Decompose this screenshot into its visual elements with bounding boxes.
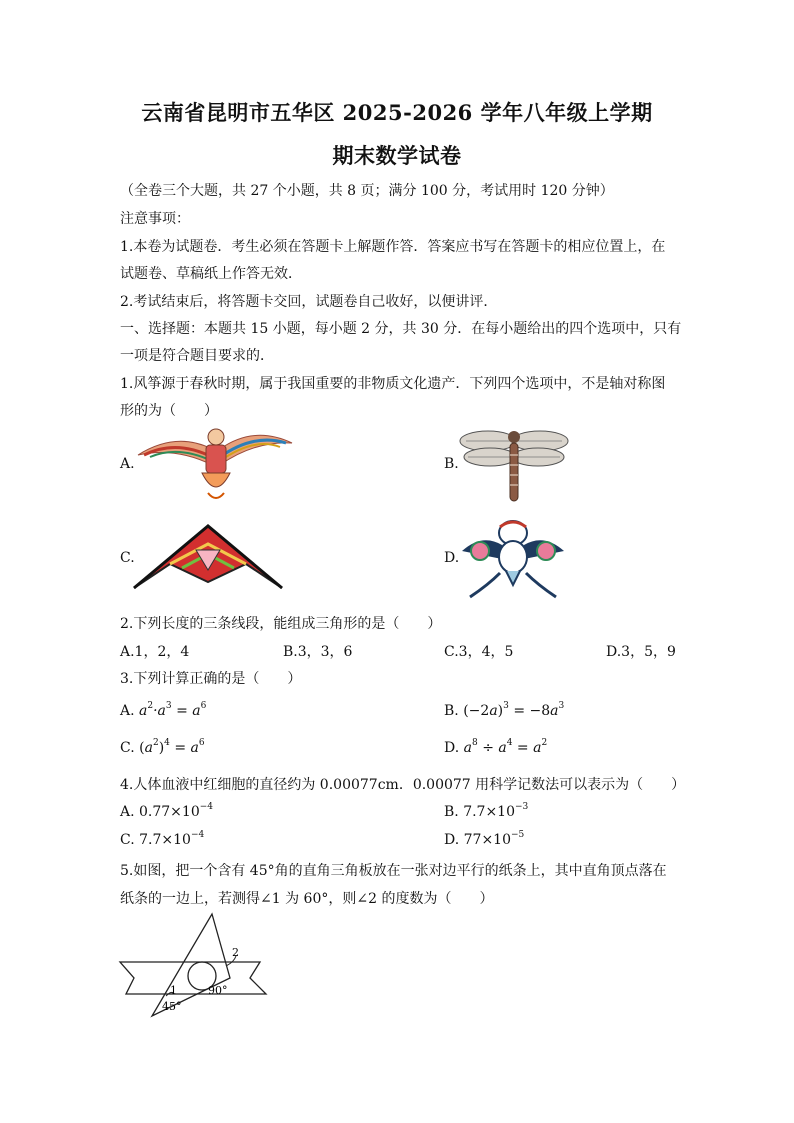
kite-dragonfly-image: [458, 425, 570, 503]
q2-option-a: A.1，2，4: [120, 644, 190, 660]
q4-option-b-exponent: −3: [515, 802, 529, 812]
section-1-line-b: 一项是符合题目要求的．: [120, 348, 274, 364]
q5-stem-b: 纸条的一边上，若测得∠1 为 60°，则∠2 的度数为（ ）: [120, 891, 494, 907]
kite-bird-figure-image: [136, 425, 294, 503]
q2-option-c: C.3，4，5: [444, 644, 514, 660]
q3-option-a-expression: $a^2\cdot a^3 = a^6$: [139, 701, 207, 719]
q4-option-c-exponent: −4: [190, 830, 205, 840]
q4-option-b: [444, 804, 528, 820]
q3-option-d: [444, 740, 547, 756]
q2-option-d: D.3，5，9: [606, 644, 676, 660]
section-1-line-a: 一、选择题：本题共 15 小题，每小题 2 分，共 30 分．在每小题给出的四个选项中，只有: [120, 321, 682, 337]
q3-option-c: [120, 740, 205, 756]
kite-swallow-image: [458, 515, 568, 599]
q4-option-d-exponent: −5: [511, 830, 525, 840]
q4-stem: 4.人体血液中红细胞的直径约为 0.00077cm．0.00077 用科学记数法可以表示为（ ）: [120, 777, 686, 793]
paper-strip-shape: [120, 962, 266, 994]
q1-option-a-label: A.: [120, 456, 135, 472]
q4-option-b-base: B. 7.7×10: [444, 804, 515, 820]
q4-option-d: [444, 832, 524, 848]
q1-option-c-label: C.: [120, 550, 135, 566]
angle-2-label: 2: [232, 946, 239, 959]
exam-title-line2: 期末数学试卷: [332, 143, 462, 168]
q4-option-a-base: A. 0.77×10: [120, 804, 200, 820]
q3-option-a-label: A.: [120, 703, 135, 719]
q1-stem-a: 1.风筝源于春秋时期，属于我国重要的非物质文化遗产．下列四个选项中，不是轴对称图: [120, 376, 666, 392]
q1-stem-b: 形的为（ ）: [120, 403, 218, 419]
q3-option-c-expression: $(a^2)^4 = a^6$: [139, 738, 205, 756]
notes-heading: 注意事项：: [120, 211, 190, 227]
q3-option-d-label: D.: [444, 740, 460, 756]
angle-1-label: 1: [170, 984, 177, 997]
q3-option-b-label: B.: [444, 703, 459, 719]
note-2: 2.考试结束后，将答题卡交回，试题卷自己收好，以便讲评．: [120, 294, 498, 310]
q4-option-c-base: C. 7.7×10: [120, 832, 191, 848]
exam-title-line1: 云南省昆明市五华区 2025-2026 学年八年级上学期: [141, 100, 653, 125]
q2-stem: 2.下列长度的三条线段，能组成三角形的是（ ）: [120, 616, 442, 632]
q1-option-b-label: B.: [444, 456, 459, 472]
q3-option-b: [444, 703, 564, 719]
q4-option-c: [120, 832, 204, 848]
q3-option-d-expression: $a^8 \div a^4 = a^2$: [463, 738, 548, 756]
q4-option-a: [120, 804, 213, 820]
exam-info: （全卷三个大题，共 27 个小题，共 8 页；满分 100 分，考试用时 120 分钟）: [120, 183, 614, 199]
angle-45-label: 45°: [162, 1000, 182, 1013]
q3-option-b-expression: $(-2a)^3 = -8a^3$: [463, 701, 565, 719]
q1-option-d-label: D.: [444, 550, 460, 566]
q3-option-a: [120, 703, 206, 719]
kite-delta-image: [132, 524, 284, 590]
q4-option-d-base: D. 77×10: [444, 832, 511, 848]
triangle-paper-strip-figure: [118, 912, 270, 1018]
angle-90-label: 90°: [208, 984, 228, 997]
note-1-line-a: 1.本卷为试题卷．考生必须在答题卡上解题作答．答案应书写在答题卡的相应位置上，在: [120, 239, 666, 255]
q3-stem: 3.下列计算正确的是（ ）: [120, 671, 302, 687]
q3-option-c-label: C.: [120, 740, 135, 756]
q4-option-a-exponent: −4: [199, 802, 214, 812]
q2-option-b: B.3，3，6: [283, 644, 353, 660]
q5-stem-a: 5.如图，把一个含有 45°角的直角三角板放在一张对边平行的纸条上，其中直角顶点落在: [120, 863, 667, 879]
note-1-line-b: 试题卷、草稿纸上作答无效．: [120, 266, 302, 282]
